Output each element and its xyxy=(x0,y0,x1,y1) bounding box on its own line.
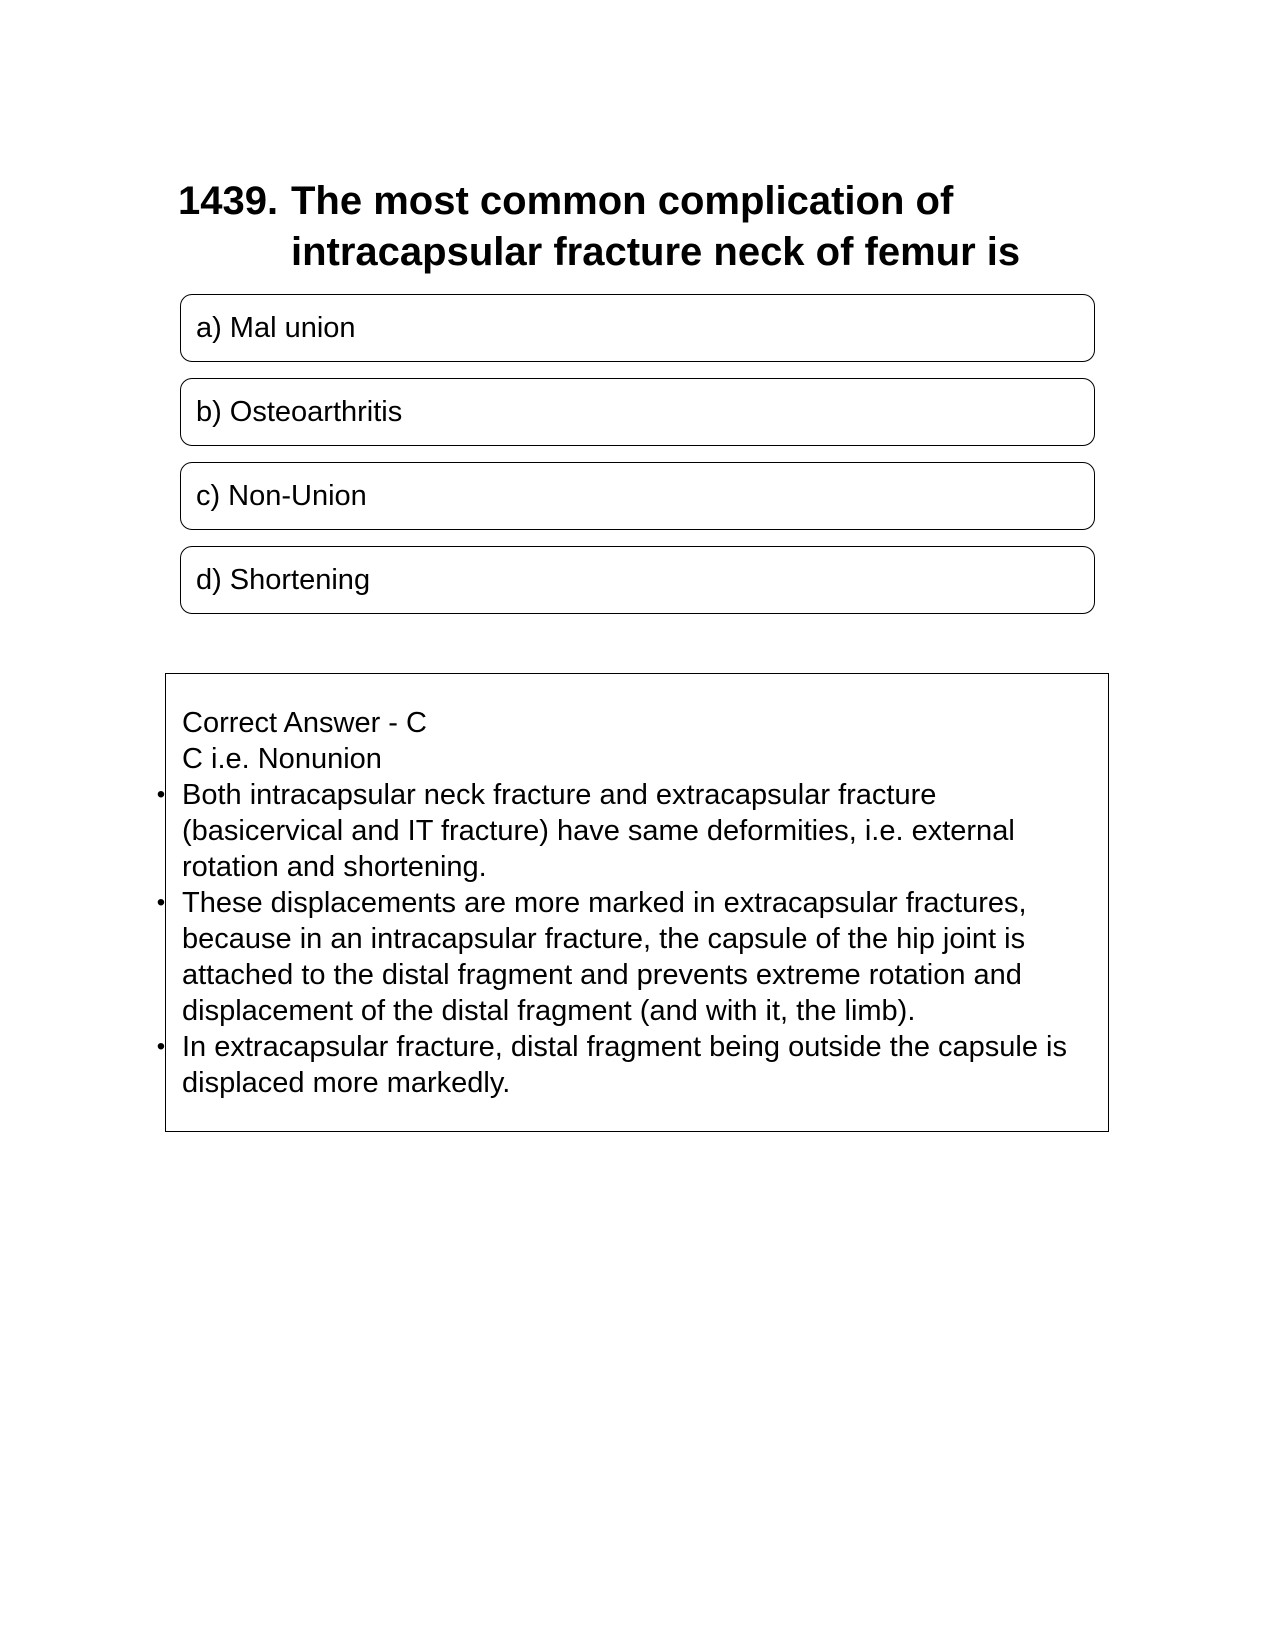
explanation-point-text: These displacements are more marked in extracapsular fractures, because in an intracapsular fracture, the capsule of the hip joint is attached to the distal fragment and prevents extreme rotation and displacement of the distal fragment (and with it, the limb). xyxy=(182,887,1027,1027)
option-letter: b) xyxy=(196,395,222,428)
option-text: Osteoarthritis xyxy=(229,395,403,428)
option-a[interactable] xyxy=(180,294,1095,362)
option-text: Non-Union xyxy=(228,479,367,512)
option-letter: a) xyxy=(196,311,222,344)
explanation-point-text: Both intracapsular neck fracture and extracapsular fracture (basicervical and IT fracture) have same deformities, i.e. external rotation and shortening. xyxy=(182,779,1015,883)
question-text: The most common complication of intracapsular fracture neck of femur is xyxy=(291,179,1021,274)
bullet-icon: • xyxy=(156,889,166,916)
correct-answer-label: Correct Answer - C xyxy=(182,707,427,739)
bullet-icon: • xyxy=(156,781,166,808)
explanation-point xyxy=(156,1029,1094,1101)
answer-explanation-box xyxy=(156,673,1109,1132)
option-text: Mal union xyxy=(229,311,356,344)
option-letter: d) xyxy=(196,563,222,596)
options-list xyxy=(180,294,1095,630)
explanation-point xyxy=(156,885,1094,1029)
option-d[interactable] xyxy=(180,546,1095,614)
explanation-point-text: In extracapsular fracture, distal fragment being outside the capsule is displaced more markedly. xyxy=(182,1031,1067,1099)
option-text: Shortening xyxy=(229,563,371,596)
question-heading xyxy=(178,176,1078,278)
option-b[interactable] xyxy=(180,378,1095,446)
question-number: 1439. xyxy=(178,179,279,223)
option-letter: c) xyxy=(196,479,221,512)
explanation-points xyxy=(156,777,1094,1101)
bullet-icon: • xyxy=(156,1033,166,1060)
option-c[interactable] xyxy=(180,462,1095,530)
explanation-point xyxy=(156,777,1094,885)
answer-short-explanation: C i.e. Nonunion xyxy=(182,743,382,775)
